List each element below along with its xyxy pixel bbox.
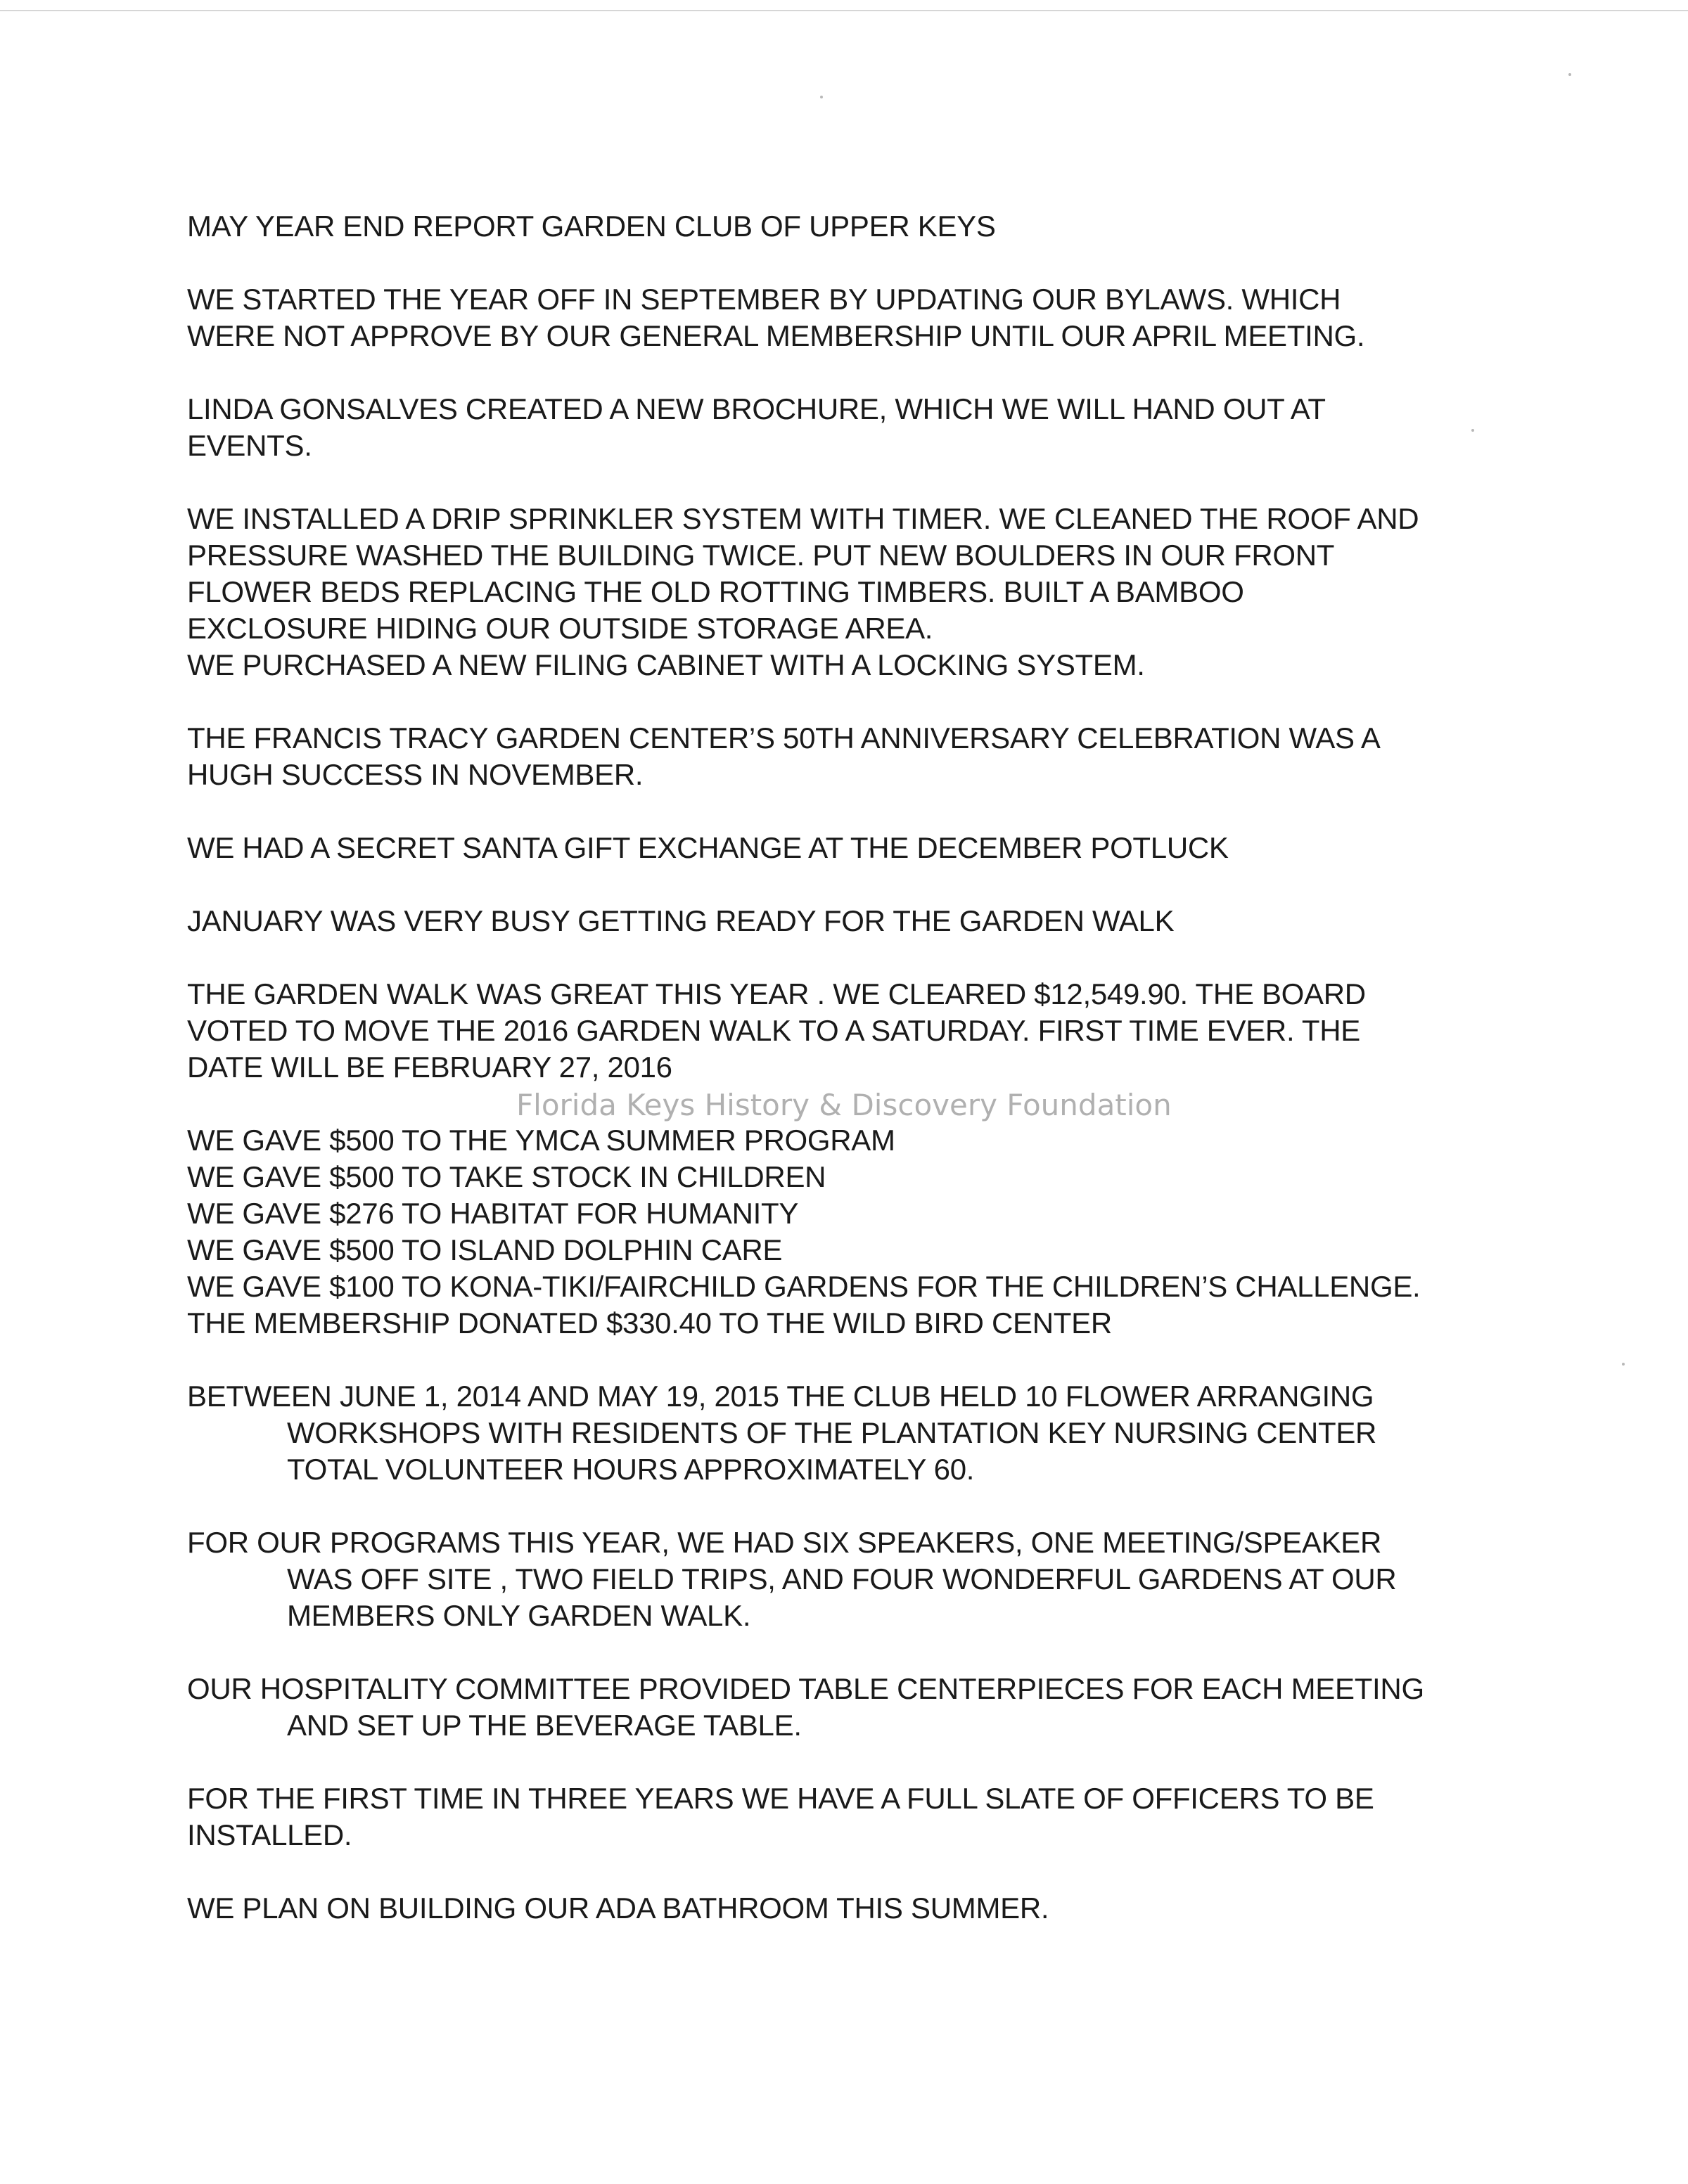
text-line: WERE NOT APPROVE BY OUR GENERAL MEMBERSHIP UNTIL OUR APRIL MEETING. bbox=[187, 319, 1365, 352]
paragraph-anniversary bbox=[187, 720, 1509, 793]
text-line: PRESSURE WASHED THE BUILDING TWICE. PUT NEW BOULDERS IN OUR FRONT bbox=[187, 539, 1335, 572]
text-line: FOR OUR PROGRAMS THIS YEAR, WE HAD SIX SPEAKERS, ONE MEETING/SPEAKER bbox=[187, 1526, 1382, 1559]
text-line-indented: AND SET UP THE BEVERAGE TABLE. bbox=[287, 1709, 802, 1742]
text-line: FOR THE FIRST TIME IN THREE YEARS WE HAVE A FULL SLATE OF OFFICERS TO BE bbox=[187, 1782, 1374, 1815]
paragraph-secret-santa bbox=[187, 830, 1509, 866]
donation-line: THE MEMBERSHIP DONATED $330.40 TO THE WILD BIRD CENTER bbox=[187, 1306, 1112, 1340]
text-line: EXCLOSURE HIDING OUR OUTSIDE STORAGE AREA. bbox=[187, 612, 933, 645]
text-line: THE GARDEN WALK WAS GREAT THIS YEAR . WE CLEARED $12,549.90. THE BOARD bbox=[187, 977, 1366, 1010]
text-line: VOTED TO MOVE THE 2016 GARDEN WALK TO A SATURDAY. FIRST TIME EVER. THE bbox=[187, 1014, 1361, 1047]
scan-speck bbox=[1568, 73, 1571, 76]
donation-line: WE GAVE $276 TO HABITAT FOR HUMANITY bbox=[187, 1197, 799, 1230]
text-line-indented: MEMBERS ONLY GARDEN WALK. bbox=[287, 1599, 751, 1632]
paragraph-bylaws bbox=[187, 281, 1509, 354]
donation-line: WE GAVE $500 TO TAKE STOCK IN CHILDREN bbox=[187, 1160, 826, 1193]
scan-speck bbox=[820, 96, 823, 98]
report-document bbox=[187, 208, 1509, 1927]
paragraph-garden-walk bbox=[187, 976, 1509, 1086]
paragraph-workshops bbox=[187, 1378, 1509, 1488]
text-line: THE FRANCIS TRACY GARDEN CENTER’S 50TH ANNIVERSARY CELEBRATION WAS A bbox=[187, 721, 1381, 754]
paragraph-officers bbox=[187, 1780, 1509, 1854]
text-line: HUGH SUCCESS IN NOVEMBER. bbox=[187, 758, 644, 791]
watermark-text: Florida Keys History & Discovery Foundation bbox=[516, 1088, 1172, 1122]
text-line-indented: TOTAL VOLUNTEER HOURS APPROXIMATELY 60. bbox=[287, 1453, 975, 1486]
text-line: WE PURCHASED A NEW FILING CABINET WITH A LOCKING SYSTEM. bbox=[187, 648, 1145, 681]
paragraph-hospitality bbox=[187, 1671, 1509, 1744]
paragraph-programs bbox=[187, 1524, 1509, 1634]
text-line: WE HAD A SECRET SANTA GIFT EXCHANGE AT THE DECEMBER POTLUCK bbox=[187, 831, 1229, 864]
text-line: WE STARTED THE YEAR OFF IN SEPTEMBER BY UPDATING OUR BYLAWS. WHICH bbox=[187, 283, 1341, 316]
text-line: JANUARY WAS VERY BUSY GETTING READY FOR THE GARDEN WALK bbox=[187, 904, 1175, 937]
text-line: DATE WILL BE FEBRUARY 27, 2016 bbox=[187, 1051, 672, 1084]
paragraph-bathroom bbox=[187, 1890, 1509, 1927]
donation-line: WE GAVE $500 TO ISLAND DOLPHIN CARE bbox=[187, 1233, 783, 1266]
report-title: MAY YEAR END REPORT GARDEN CLUB OF UPPER KEYS bbox=[187, 210, 996, 243]
text-line-indented: WAS OFF SITE , TWO FIELD TRIPS, AND FOUR WONDERFUL GARDENS AT OUR bbox=[287, 1562, 1397, 1595]
text-line-indented: WORKSHOPS WITH RESIDENTS OF THE PLANTATION KEY NURSING CENTER bbox=[287, 1416, 1377, 1449]
paragraph-improvements bbox=[187, 501, 1509, 683]
donation-line: WE GAVE $500 TO THE YMCA SUMMER PROGRAM bbox=[187, 1124, 895, 1157]
text-line: WE INSTALLED A DRIP SPRINKLER SYSTEM WITH TIMER. WE CLEANED THE ROOF AND bbox=[187, 502, 1419, 535]
paragraph-brochure bbox=[187, 391, 1509, 464]
scan-edge-line bbox=[0, 10, 1688, 11]
text-line: EVENTS. bbox=[187, 429, 312, 462]
text-line: LINDA GONSALVES CREATED A NEW BROCHURE, WHICH WE WILL HAND OUT AT bbox=[187, 392, 1326, 425]
scan-speck bbox=[1471, 429, 1474, 432]
text-line: INSTALLED. bbox=[187, 1818, 352, 1851]
text-line: FLOWER BEDS REPLACING THE OLD ROTTING TIMBERS. BUILT A BAMBOO bbox=[187, 575, 1244, 608]
paragraph-january bbox=[187, 903, 1509, 939]
text-line: WE PLAN ON BUILDING OUR ADA BATHROOM THIS SUMMER. bbox=[187, 1891, 1049, 1925]
scan-speck bbox=[1622, 1363, 1625, 1366]
paragraph-donations bbox=[187, 1122, 1509, 1342]
text-line: BETWEEN JUNE 1, 2014 AND MAY 19, 2015 THE CLUB HELD 10 FLOWER ARRANGING bbox=[187, 1380, 1374, 1413]
text-line: OUR HOSPITALITY COMMITTEE PROVIDED TABLE CENTERPIECES FOR EACH MEETING bbox=[187, 1672, 1424, 1705]
donation-line: WE GAVE $100 TO KONA-TIKI/FAIRCHILD GARDENS FOR THE CHILDREN’S CHALLENGE. bbox=[187, 1270, 1421, 1303]
